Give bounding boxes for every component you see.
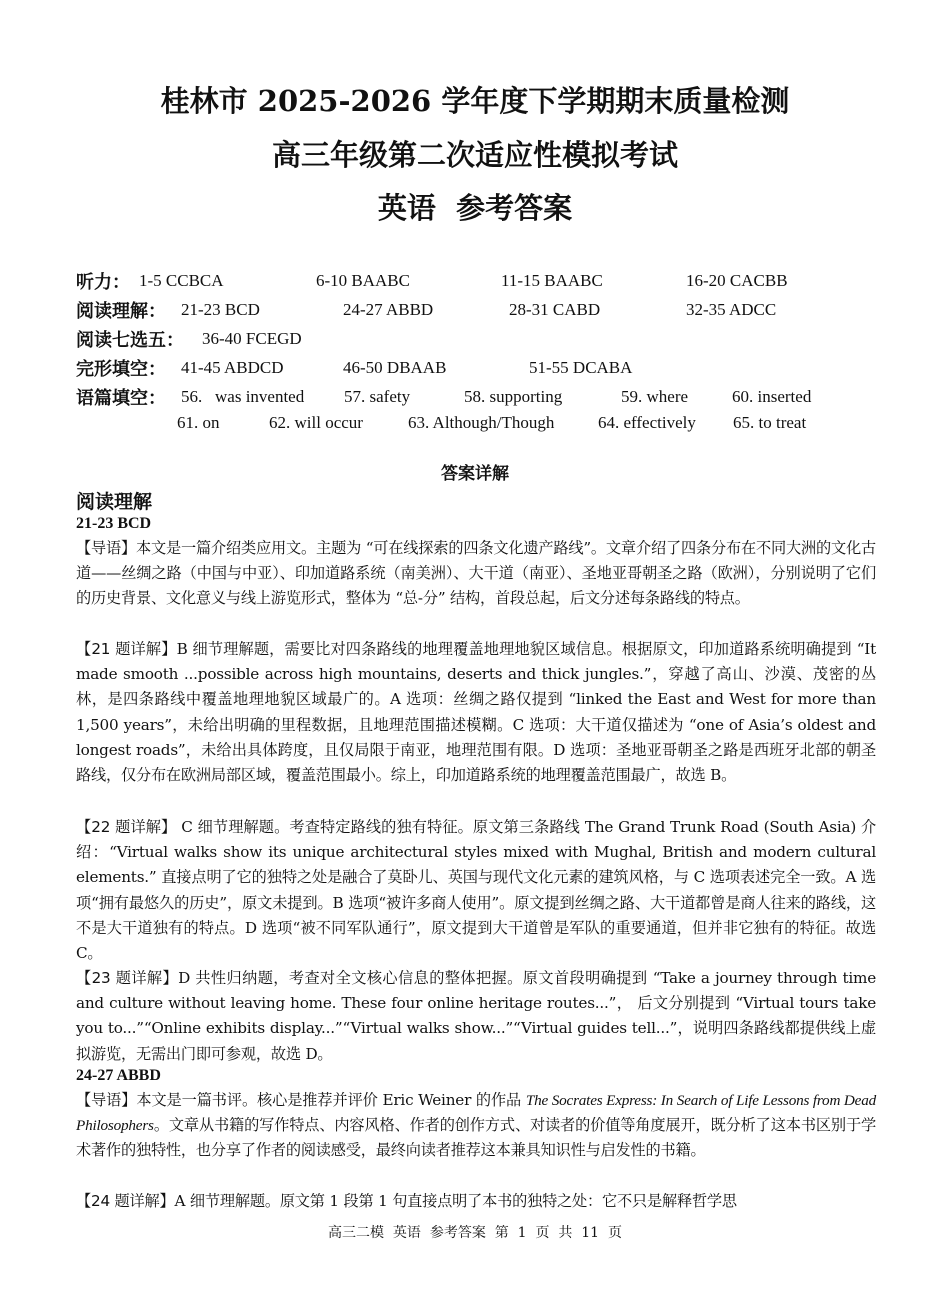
answer-group: 11-15 BAABC (501, 271, 603, 290)
answer-item: 60. inserted (732, 387, 812, 406)
answers-cloze (76, 355, 876, 381)
answer-group: 41-45 ABDCD (181, 358, 284, 377)
answers-label: 听力： (76, 272, 130, 293)
answer-item: 61. on (177, 413, 220, 432)
answer-item: 56. was invented (181, 387, 305, 406)
question-detail-22 (76, 815, 876, 966)
answer-group: 32-35 ADCC (686, 300, 777, 319)
section-heading: 阅读理解 (76, 491, 153, 513)
answer-group: 46-50 DBAAB (343, 358, 447, 377)
question-detail-21 (76, 637, 876, 788)
passage-intro (76, 1088, 876, 1164)
paragraph-text: 本文是一篇书评。核心是推荐并评价 Eric Weiner 的作品 (136, 1091, 526, 1109)
answers-label: 阅读理解： (76, 301, 166, 322)
answers-seven-five (76, 326, 876, 352)
answer-group: 21-23 BCD (181, 300, 260, 319)
answers-grammar-row2 (76, 410, 876, 436)
title-line-3: 英语 参考答案 (377, 191, 573, 225)
answer-item: 57. safety (344, 387, 411, 406)
answers-label: 阅读七选五： (76, 330, 184, 351)
details-heading: 答案详解 (441, 464, 509, 484)
answers-label: 语篇填空： (76, 388, 166, 409)
answer-item: 65. to treat (733, 413, 807, 432)
answers-grammar (76, 384, 876, 410)
paragraph-text: A 细节理解题。原文第 1 段第 1 句直接点明了本书的独特之处：它不只是解释哲学思 (174, 1192, 737, 1210)
answer-group: 36-40 FCEGD (202, 329, 302, 348)
answer-group: 1-5 CCBCA (139, 271, 224, 290)
answer-group: 16-20 CACBB (686, 271, 788, 290)
answer-item: 64. effectively (598, 413, 696, 432)
paragraph-lead: 【导语】 (76, 539, 137, 557)
paragraph-lead: 【24 题详解】 (76, 1192, 175, 1210)
paragraph-lead: 【22 题详解】 (76, 818, 177, 836)
answers-listening (76, 268, 876, 294)
paragraph-text: B 细节理解题，需要比对四条路线的地理覆盖地理地貌区域信息。根据原文，印加道路系统明确提到 “It made smooth ...possible across high mountains, deserts and thick jungles.”，穿越了高山、沙漠、茂密的丛林，是四条路线中覆盖地理地貌区域最广的。A 选项：丝绸之路仅提到 “linked the East and West for more than 1,500 years”，未给出明确的里程数据，且地理范围描述模糊。C 选项：大干道仅描述为 “one of Asia’s oldest and longest roads”，未给出具体跨度，且仅局限于南亚，地理范围有限。D 选项：圣地亚哥朝圣之路是西班牙北部的朝圣路线，仅分布在欧洲局部区域，覆盖范围最小。综上，印加道路系统的地理覆盖范围最广，故选 B。 (76, 640, 876, 785)
paragraph-text: D 共性归纳题，考查对全文核心信息的整体把握。原文首段明确提到 “Take a journey through time and culture without leaving home. These four online heritage routes...”， 后文分别提到 “Virtual tours take you to...”“Online exhibits display...”“Virtual walks show...”“Virtual guides tell...”，说明四条路线都提供线上虚拟游览，无需出门即可参观，故选 D。 (76, 969, 877, 1063)
answer-group: 51-55 DCABA (529, 358, 633, 377)
paragraph-lead: 【导语】 (76, 1091, 137, 1109)
title-line-1: 桂林市 2025-2026 学年度下学期期末质量检测 (160, 84, 790, 118)
question-group-heading: 21-23 BCD (76, 515, 152, 532)
question-detail-23 (76, 966, 876, 1067)
answers-label: 完形填空： (76, 359, 166, 380)
page-footer: 高三二模 英语 参考答案 第 1 页 共 11 页 (328, 1225, 622, 1241)
title-line-2: 高三年级第二次适应性模拟考试 (271, 138, 678, 172)
paragraph-lead: 【21 题详解】 (76, 640, 177, 658)
paragraph-text: 。文章从书籍的写作特点、内容风格、作者的创作方式、对读者的价值等角度展开，既分析了这本书区别于学术著作的独特性，也分享了作者的阅读感受，最终向读者推荐这本兼具知识性与启发性的书籍。 (76, 1116, 876, 1160)
passage-intro (76, 536, 876, 612)
answer-item: 63. Although/Though (408, 413, 555, 432)
question-group-heading: 24-27 ABBD (76, 1067, 161, 1084)
paragraph-lead: 【23 题详解】 (76, 969, 179, 987)
answer-item: 62. will occur (269, 413, 363, 432)
answer-group: 6-10 BAABC (316, 271, 410, 290)
paragraph-text: 本文是一篇介绍类应用文。主题为 “可在线探索的四条文化遗产路线”。文章介绍了四条分布在不同大洲的文化古道——丝绸之路（中国与中亚）、印加道路系统（南美洲）、大干道（南亚）、圣地亚哥朝圣之路（欧洲），分别说明了它们的历史背景、文化意义与线上游览形式，整体为 “总-分” 结构，首段总起，后文分述每条路线的特点。 (76, 539, 876, 608)
answer-item: 58. supporting (464, 387, 563, 406)
answers-reading (76, 297, 876, 323)
paragraph-text: C 细节理解题。考查特定路线的独有特征。原文第三条路线 The Grand Trunk Road (South Asia) 介绍：“Virtual walks show its unique architectural styles mixed with Mughal, British and modern cultural elements.” 直接点明了它的独特之处是融合了莫卧儿、英国与现代文化元素的建筑风格，与 C 选项表述完全一致。A 选项“拥有最悠久的历史”，原文未提到。B 选项“被许多商人使用”。原文提到丝绸之路、大干道都曾是商人往来的路线，这不是大干道独有的特点。D 选项“被不同军队通行”，原文提到大干道曾是军队的重要通道，但并非它独有的特征。故选 C。 (76, 818, 877, 963)
answer-group: 28-31 CABD (509, 300, 601, 319)
book-title: The Socrates Express: In Search of Life Lessons from Dead Philosophers (76, 1092, 877, 1135)
answer-group: 24-27 ABBD (343, 300, 434, 319)
answer-item: 59. where (621, 387, 689, 406)
question-detail-24 (76, 1189, 876, 1215)
